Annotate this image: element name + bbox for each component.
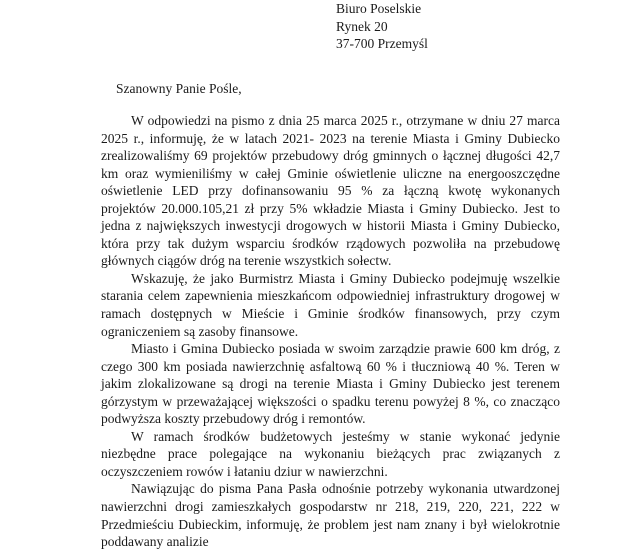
addressee-line-office: Biuro Poselskie xyxy=(336,1,422,16)
addressee-block xyxy=(336,0,428,53)
addressee-line-city: 37-700 Przemyśl xyxy=(336,36,428,52)
addressee-line-street: Rynek 20 xyxy=(336,18,388,34)
body-paragraph-5: Nawiązując do pisma Pana Pasła odnośnie potrzeby wykonania utwardzonej nawierzchni drogi zamieszkałych gospodarstw nr 218, 219, 220, 221, 222 w Przedmieściu Dubieckim, informuję, że problem jest nam znany i był wielokrotnie poddawany analizie xyxy=(101,481,560,550)
salutation: Szanowny Panie Pośle, xyxy=(116,81,242,96)
body-paragraph-4: W ramach środków budżetowych jesteśmy w stanie wykonać jedynie niezbędne prace polegające na wykonaniu bieżących prac związanych z oczyszczeniem rowów i łataniu dziur w nawierzchni. xyxy=(101,428,560,479)
body-paragraph-1: W odpowiedzi na pismo z dnia 25 marca 2025 r., otrzymane w dniu 27 marca 2025 r., informuję, że w latach 2021- 2023 na terenie Miasta i Gminy Dubiecko zrealizowaliśmy 69 projektów przebudowy dróg gminnych o łącznej długości 42,7 km oraz wymieniliśmy w całej Gminie oświetlenie uliczne na energooszczędne oświetlenie LED przy dofinansowaniu 95 % za łączną kwotę wykonanych projektów 20.000.105,21 zł przy 5% wkładzie Miasta i Gminy Dubiecko. Jest to jedna z największych inwestycji drogowych w historii Miasta i Gminy Dubiecko, która przy tak dużym wsparciu środków rządowych pozwoliła na przebudowę głównych ciągów dróg na terenie wszystkich sołectw. xyxy=(101,113,560,269)
body-paragraph-2: Wskazuję, że jako Burmistrz Miasta i Gminy Dubiecko podejmuję wszelkie starania celem zapewnienia mieszkańcom odpowiedniej infrastruktury drogowej w ramach dostępnych w Mieście i Gminie środków finansowych, przy czym ograniczeniem są zasoby finansowe. xyxy=(101,270,560,339)
body-paragraph-3: Miasto i Gmina Dubiecko posiada w swoim zarządzie prawie 600 km dróg, z czego 300 km posiada nawierzchnię asfaltową 60 % i tłuczniową 40 %. Teren w jakim zlokalizowane są drogi na terenie Miasta i Gminy Dubiecko jest terenem górzystym w przeważającej większości o spadku terenu powyżej 8 %, co znacząco podwyższa koszty przebudowy dróg i remontów. xyxy=(101,341,560,427)
letter-body xyxy=(101,112,560,551)
